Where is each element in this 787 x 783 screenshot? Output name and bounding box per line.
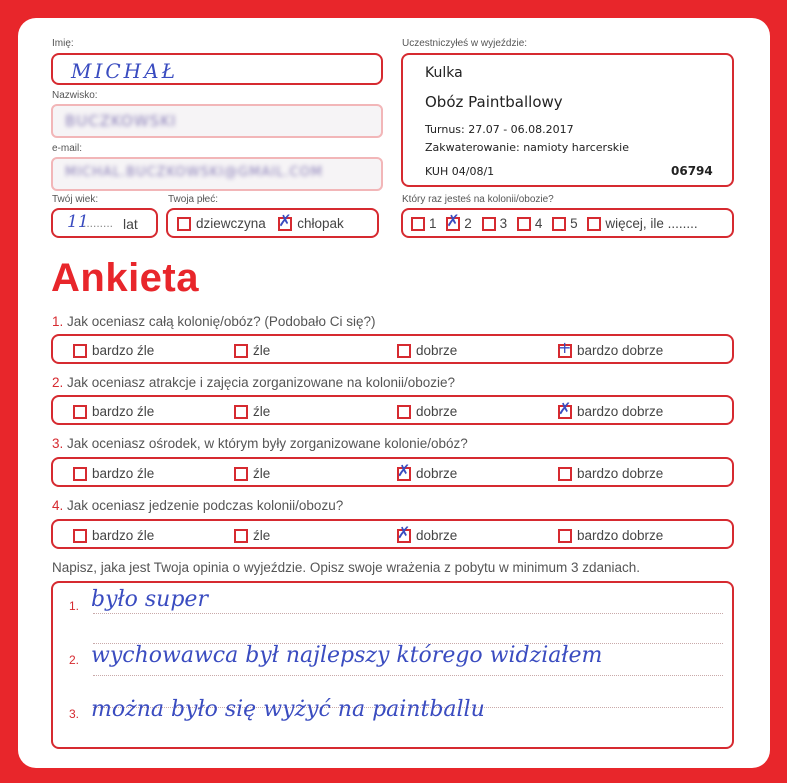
answer-row-2 (51, 395, 734, 425)
question-1-number: 1. (52, 314, 64, 329)
q4-opt1-checkbox[interactable] (73, 529, 87, 543)
q1-opt3-checkbox[interactable] (397, 344, 411, 358)
page-title: Ankieta (51, 256, 199, 300)
answer-row-1 (51, 334, 734, 364)
age-unit: lat (123, 216, 138, 232)
age-label: Twój wiek: (52, 194, 99, 205)
times-label: Który raz jesteś na kolonii/obozie? (402, 194, 554, 205)
check-mark-icon: + (558, 337, 572, 357)
q4-opt3-checkbox[interactable] (397, 522, 411, 543)
question-3-text: Jak oceniasz ośrodek, w którym były zorganizowane kolonie/obóz? (67, 436, 468, 451)
gender-label: Twoja płeć: (168, 194, 219, 205)
times-5-label: 5 (570, 216, 578, 231)
q4-opt4-checkbox[interactable] (558, 529, 572, 543)
opinion-3-text: można było się wyżyć na paintballu (91, 697, 485, 722)
times-2-checkbox[interactable] (446, 211, 460, 231)
q3-opt1-label: bardzo źle (92, 466, 155, 482)
q2-opt3-checkbox[interactable] (397, 405, 411, 419)
question-4 (52, 498, 343, 513)
times-field (401, 208, 734, 238)
q3-opt3-checkbox[interactable] (397, 460, 411, 481)
check-mark-icon: ✗ (558, 398, 572, 418)
surname-field[interactable] (51, 104, 383, 138)
gender-boy-label: chłopak (297, 216, 344, 232)
check-mark-icon: ✗ (397, 460, 411, 480)
question-4-number: 4. (52, 498, 64, 513)
q1-opt4-label: bardzo dobrze (577, 343, 664, 359)
surname-value: BUCZKOWSKI (65, 112, 177, 130)
q3-opt1-checkbox[interactable] (73, 467, 87, 481)
q1-opt2-checkbox[interactable] (234, 344, 248, 358)
q2-opt1-label: bardzo źle (92, 404, 155, 420)
times-4-checkbox[interactable] (517, 217, 531, 231)
check-mark-icon: ✗ (446, 211, 460, 231)
survey-sheet (18, 18, 770, 768)
camp-name: Kulka (425, 65, 463, 81)
question-3 (52, 436, 468, 451)
opinion-prompt: Napisz, jaka jest Twoja opinia o wyjeździe. Opisz swoje wrażenia z pobytu w minimum 3 zdaniach. (52, 560, 641, 575)
email-field[interactable] (51, 157, 383, 191)
opinion-line (93, 613, 723, 614)
question-3-number: 3. (52, 436, 64, 451)
camp-code: KUH 04/08/1 (425, 165, 495, 178)
times-1-checkbox[interactable] (411, 217, 425, 231)
question-4-text: Jak oceniasz jedzenie podczas kolonii/obozu? (67, 498, 344, 513)
q2-opt4-checkbox[interactable] (558, 398, 572, 419)
age-field[interactable] (51, 208, 158, 238)
q3-opt2-checkbox[interactable] (234, 467, 248, 481)
times-2-label: 2 (464, 216, 472, 231)
name-field[interactable] (51, 53, 383, 85)
times-1-label: 1 (429, 216, 437, 231)
opinion-3-number: 3. (69, 707, 80, 721)
q4-opt2-checkbox[interactable] (234, 529, 248, 543)
check-mark-icon: ✗ (397, 522, 411, 542)
opinion-1-number: 1. (69, 599, 80, 613)
question-2-text: Jak oceniasz atrakcje i zajęcia zorganizowane na kolonii/obozie? (67, 375, 456, 390)
q1-opt4-checkbox[interactable] (558, 337, 572, 358)
gender-girl-label: dziewczyna (196, 216, 266, 232)
q4-opt4-label: bardzo dobrze (577, 528, 664, 544)
opinion-box[interactable] (51, 581, 734, 749)
q3-opt3-label: dobrze (416, 466, 458, 482)
q3-opt4-checkbox[interactable] (558, 467, 572, 481)
email-value: MICHAL.BUCZKOWSKI@GMAIL.COM (65, 165, 324, 180)
opinion-2-number: 2. (69, 653, 80, 667)
check-mark-icon: ✗ (278, 210, 292, 230)
opinion-1-text: było super (91, 587, 208, 612)
q3-opt2-label: źle (253, 466, 271, 482)
answer-row-3 (51, 457, 734, 487)
times-3-checkbox[interactable] (482, 217, 496, 231)
answer-row-4 (51, 519, 734, 549)
email-label: e-mail: (52, 143, 83, 154)
gender-field (166, 208, 379, 238)
question-1 (52, 314, 375, 329)
q1-opt1-label: bardzo źle (92, 343, 155, 359)
gender-boy-checkbox[interactable] (278, 210, 292, 231)
question-1-text: Jak oceniasz całą kolonię/obóz? (Podobało Ci się?) (67, 314, 376, 329)
camp-info-box (401, 53, 734, 187)
times-4-label: 4 (534, 216, 543, 231)
age-value: 11 (67, 212, 89, 232)
question-2-number: 2. (52, 375, 64, 390)
opinion-2-text: wychowawca był najlepszy którego widziałem (91, 643, 603, 668)
q3-opt4-label: bardzo dobrze (577, 466, 664, 482)
q1-opt3-label: dobrze (416, 343, 458, 359)
name-value: MICHAŁ (71, 59, 178, 83)
camp-label: Uczestniczyłeś w wyjeździe: (402, 38, 528, 49)
q4-opt3-label: dobrze (416, 528, 458, 544)
times-more-label: więcej, ile ........ (605, 216, 698, 231)
q2-opt2-label: źle (253, 404, 271, 420)
q1-opt1-checkbox[interactable] (73, 344, 87, 358)
camp-turnus: Turnus: 27.07 - 06.08.2017 (425, 123, 574, 136)
q4-opt1-label: bardzo źle (92, 528, 155, 544)
times-3-label: 3 (499, 216, 508, 231)
gender-girl-checkbox[interactable] (177, 217, 191, 231)
age-dots: ......... (83, 216, 114, 230)
surname-label: Nazwisko: (52, 90, 98, 101)
camp-type: Obóz Paintballowy (425, 93, 563, 111)
camp-number: 06794 (671, 164, 713, 178)
question-2 (52, 375, 455, 390)
camp-accommodation: Zakwaterowanie: namioty harcerskie (425, 141, 629, 154)
times-5-checkbox[interactable] (552, 217, 566, 231)
q2-opt3-label: dobrze (416, 404, 458, 420)
q2-opt1-checkbox[interactable] (73, 405, 87, 419)
times-more-checkbox[interactable] (587, 217, 601, 231)
q4-opt2-label: źle (253, 528, 271, 544)
q2-opt4-label: bardzo dobrze (577, 404, 664, 420)
q2-opt2-checkbox[interactable] (234, 405, 248, 419)
q1-opt2-label: źle (253, 343, 271, 359)
name-label: Imię: (52, 38, 74, 49)
opinion-line (93, 675, 723, 676)
